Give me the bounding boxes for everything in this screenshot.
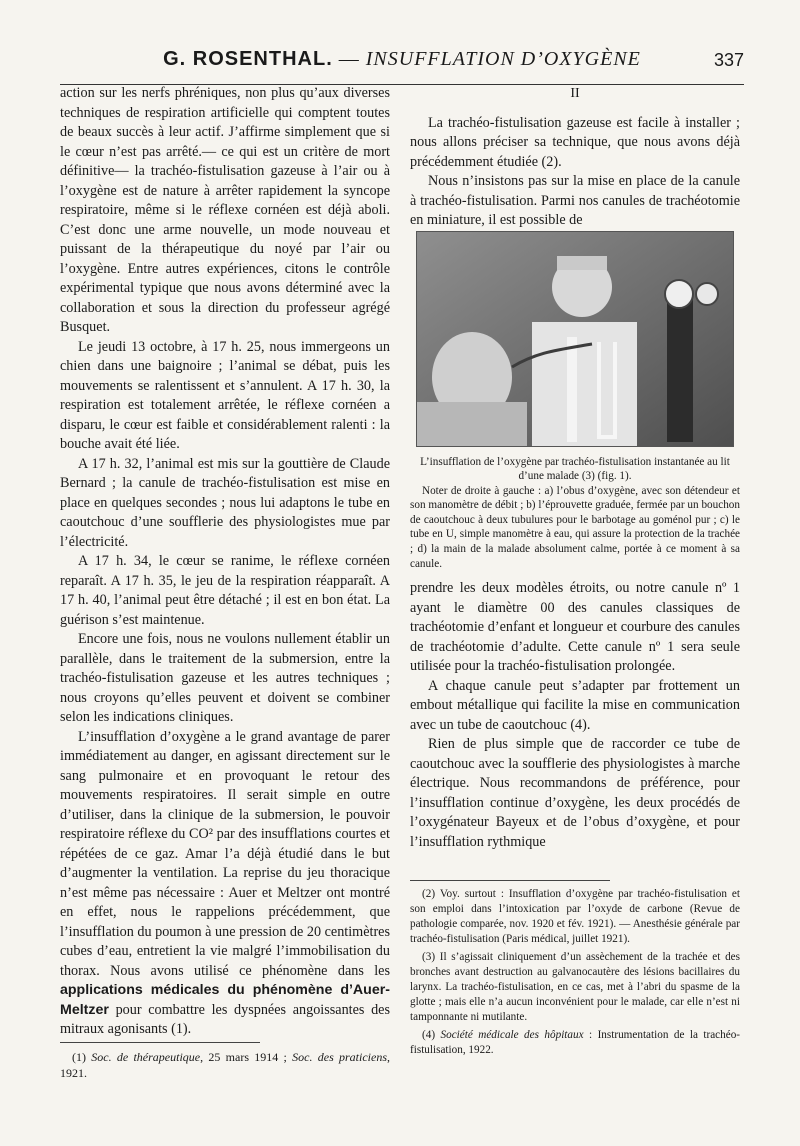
footnote-4 [410,1028,740,1058]
doctor-coat [532,322,637,446]
caption-note: Noter de droite à gauche : a) l’obus d’oxygène, avec son détendeur et son manomètre de débit ; b) l’éprouvette graduée, fermée par un bouchon de caoutchouc à deux tubulures pour le barbotage au goménol pur ; c) le tube en U, simple manomètre à eau, qui assure la protection de la trachée ; d) la main de la malade absolument calme, portée à ce moment à sa canule. [410,484,740,570]
running-title [60,48,744,71]
footnote-text: : Instrumentation de la trachéo-fistulisation, 1922. [410,1029,741,1056]
paragraph: Rien de plus simple que de raccorder ce tube de caoutchouc avec la soufflerie des physiologistes à marche électrique. Nous recommandons de préférence, pour l’insufflation continue d’oxygène, les deux procédés de l’oxygénateur Bayeux et de l’obus d’oxygène, et pour l’insufflation rythmique [410,736,740,850]
author-name: G. ROSENTHAL. [163,48,333,70]
footnote-text: , 25 mars 1914 ; [200,1050,287,1064]
figure [410,231,740,572]
paragraph [60,728,390,1040]
left-footnotes [60,1042,390,1084]
footnote-number: (4) [422,1029,436,1041]
footnote-number: (1) [72,1050,86,1064]
running-header [60,44,744,85]
doctor-hair [557,256,607,270]
page-number: 337 [713,50,744,70]
footnote-journal: Soc. des praticiens [292,1050,388,1064]
paragraph-text: pour combattre les dyspnées angoissantes des mitraux agonisants (1). [60,1001,390,1037]
left-column [60,84,390,1040]
figure-photo [416,231,734,447]
footnote-text: , 1921. [60,1050,391,1080]
oxygen-cylinder [667,292,693,442]
patient-bed [417,402,527,446]
title-separator: — [338,48,360,70]
footnote-2: (2) Voy. surtout : Insufflation d’oxygène par trachéo-fistulisation et son emploi dans l’intoxication par l’oxyde de carbone (Revue de pathologie comparée, nov. 1920 et fév. 1921). — Anesthésie générale par trachéo-fistulisation (Paris médical, juillet 1921). [410,888,740,945]
bold-phrase: applications médicales du phénomène d’Auer-Meltzer [60,982,390,1018]
footnote-rule [60,1042,260,1043]
figure-caption [410,455,740,572]
paragraph: Encore une fois, nous ne voulons nullement établir un parallèle, dans le traitement de la submersion, entre la trachéo-fistulisation gazeuse et les autres techniques ; nous croyons qu’elles peuvent et doivent se combiner selon les indications cliniques. [60,631,390,725]
footnote-1 [60,1049,390,1081]
footnote-3: (3) Il s’agissait cliniquement d’un assèchement de la trachée et des bronches avant destruction au galvanocautère des lésions bacillaires du larynx. La trachéo-fistulisation, en ce cas, met à l’abri du spasme de la glotte ; mais elle n’a aucun inconvénient pour le malade, car elle n’est ni tamponnante ni mutilante. [410,951,740,1023]
graduated-cylinder [567,337,577,442]
section-heading: II [570,86,580,101]
paragraph: A 17 h. 34, le cœur se ranime, le réflexe cornéen reparaît. A 17 h. 35, le jeu de la respiration réapparaît. A 17 h. 40, l’animal peut être détaché ; il est en bon état. La guérison s’est maintenue. [60,553,390,628]
article-title: INSUFFLATION D’OXYGÈNE [365,48,641,70]
footnote-rule [410,880,610,881]
paragraph: La trachéo-fistulisation gazeuse est facile à installer ; nous allons préciser sa technique, que nous avons déjà précédemment étudiée (2). [410,114,740,170]
right-footnotes [410,880,740,1061]
paragraph: Le jeudi 13 octobre, à 17 h. 25, nous immergeons un chien dans une baignoire ; l’animal se débat, puis les mouvements se ralentissent et s’annulent. A 17 h. 30, la respiration est totalement arrêtée, le réflexe cornéen a disparu, le cœur est faible et considérablement ralenti : la bouche avait été liée. [60,338,390,452]
pressure-gauge [665,280,693,308]
paragraph-text: L’insufflation d’oxygène a le grand avantage de parer immédiatement au danger, en agissant directement sur le sang pulmonaire et en provoquant le retour des mouvements respiratoires. Il serait simple en outre d’utiliser, dans la clinique de la submersion, le pouvoir respiratoire réflexe du CO² par des insufflations courtes et répétées de ce gaz. Amar l’a déjà étudié dans le but d’augmenter la ventilation. La reprise du jeu thoracique n’est même pas nécessaire : Auer et Meltzer ont montré en effet, nous le rappelions précédemment, que l’insufflation du poumon à une pression de 20 centimètres cubes d’eau, entretient la vie malgré l’immobilisation du thorax. Nous avons utilisé ce phénomène dans les [60,728,390,979]
footnote-journal: Société médicale des hôpitaux [440,1029,584,1041]
caption-title: L’insufflation de l’oxygène par trachéo-fistulisation instantanée au lit d’une malade (3) (fig. 1). [420,455,730,483]
right-column [410,84,740,852]
paragraph: Nous n’insistons pas sur la mise en place de la canule à trachéo-fistulisation. Parmi nos canules de trachéotomie en miniature, il est possible de [410,173,740,228]
paragraph: A 17 h. 32, l’animal est mis sur la gouttière de Claude Bernard ; la canule de trachéo-fistulisation est mise en place en quelques secondes ; nous lui adaptons le tube en caoutchouc d’une soufflerie des physiologistes mue par l’électricité. [60,455,390,550]
paragraph: action sur les nerfs phréniques, non plus qu’aux diverses techniques de respiration artificielle qui comptent toutes de beaux succès à leur actif. J’affirme simplement que si le cœur n’est pas arrêté.— ce qui est un critère de mort définitive— la trachéo-fistulisation gazeuse à l’air ou à l’oxygène est de nature à arrêter rapidement la syncope respiratoire, même si le réflexe cornéen est déjà aboli. C’est donc une arme nouvelle, un mode nouveau et puissant de la thérapeutique du noyé par l’air ou l’oxygène. Entre autres expériences, citons le contrôle expérimental typique que nous avons déterminé avec la collaboration et sous la direction du professeur agrégé Busquet. [60,85,390,335]
paragraph: prendre les deux modèles étroits, ou notre canule nº 1 ayant le diamètre 00 des canules classiques de trachéotomie d’enfant et longueur et courbure des canules de trachéotomie d’adulte. Cette canule nº 1 sera seule utilisée pour la trachéo-fistulisation prolongée. [410,580,740,675]
footnote-journal: Soc. de thérapeutique [91,1050,201,1064]
paragraph: A chaque canule peut s’adapter par frottement un embout métallique qui facilite la mise en communication avec un tube de caoutchouc (4). [410,677,740,733]
flow-gauge [696,283,718,305]
